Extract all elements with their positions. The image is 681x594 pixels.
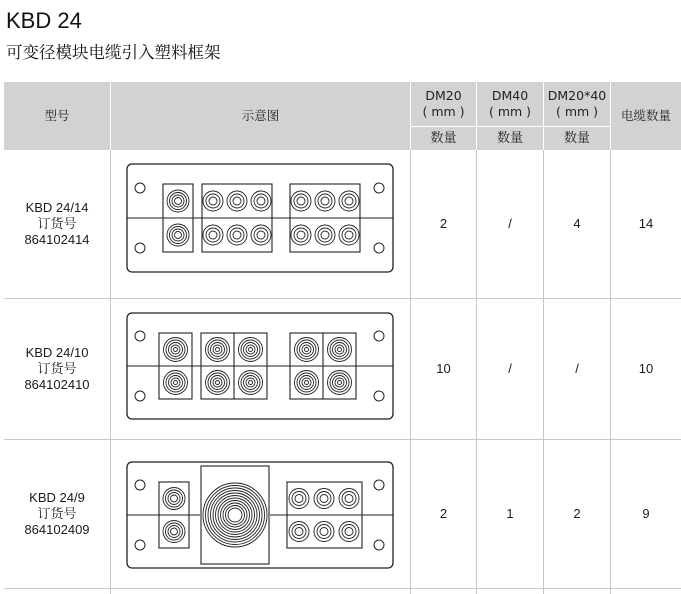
row2-order-no: 864102410 [24, 377, 90, 392]
page-subtitle: 可变径模块电缆引入塑料框架 [6, 43, 221, 62]
header-dm20-unit: ( mm ) [422, 104, 465, 119]
mount-hole [135, 243, 145, 253]
header-cable-count: 电缆数量 [620, 108, 671, 123]
mount-hole [374, 391, 384, 401]
header-dm40-unit: ( mm ) [488, 104, 532, 119]
mount-hole [135, 480, 145, 490]
row3-dm20: 2 [439, 506, 448, 521]
row2-dm40: / [508, 361, 512, 376]
mount-hole [135, 391, 145, 401]
row3-dm2040: 2 [573, 506, 581, 521]
page-title: KBD 24 [6, 8, 82, 33]
mount-hole [374, 540, 384, 550]
row2-order-label: 订货号 [37, 361, 77, 376]
row1-order-label: 订货号 [37, 216, 77, 231]
module-block [201, 466, 269, 564]
row2-dm20: 10 [436, 361, 451, 376]
header-dm2040-label: DM20*40 [547, 88, 607, 103]
header-dm2040-unit: ( mm ) [555, 104, 599, 119]
mount-hole [374, 243, 384, 253]
row1-cables: 14 [638, 216, 654, 231]
mount-hole [374, 331, 384, 341]
row-line [4, 588, 681, 589]
row3-dm40: 1 [506, 506, 514, 521]
row1-frame-diagram [126, 163, 394, 273]
row1-order-no: 864102414 [24, 232, 90, 247]
mount-hole [135, 183, 145, 193]
row2-model-cell [4, 299, 110, 439]
header-model: 型号 [44, 108, 70, 123]
row1-dm20: 2 [439, 216, 448, 231]
header-diagram: 示意图 [241, 108, 280, 123]
row3-frame-diagram [126, 461, 394, 569]
row1-dm2040: 4 [573, 216, 581, 231]
header-dm40 [477, 84, 543, 124]
row3-order-label: 订货号 [37, 506, 77, 521]
row2-cables: 10 [638, 361, 654, 376]
mount-hole [374, 183, 384, 193]
row1-model-cell [4, 150, 110, 298]
row2-dm2040: / [575, 361, 579, 376]
column-line [110, 150, 111, 594]
row3-model-cell [4, 440, 110, 588]
mount-hole [135, 331, 145, 341]
header-dm20 [411, 84, 476, 124]
row2-frame-diagram [126, 312, 394, 420]
header-dm20-qty: 数量 [430, 130, 457, 146]
row1-model: KBD 24/14 [25, 200, 89, 215]
header-dm2040 [544, 84, 610, 124]
row3-model: KBD 24/9 [29, 490, 85, 505]
row2-model: KBD 24/10 [25, 345, 89, 360]
header-dm40-qty: 数量 [496, 130, 523, 146]
row1-dm40: / [508, 216, 512, 231]
product-table [0, 82, 681, 594]
row3-cables: 9 [642, 506, 650, 521]
mount-hole [135, 540, 145, 550]
header-dm2040-qty: 数量 [563, 130, 590, 146]
header-dm20-label: DM20 [425, 88, 462, 103]
row3-order-no: 864102409 [24, 522, 90, 537]
header-dm40-label: DM40 [491, 88, 529, 103]
mount-hole [374, 480, 384, 490]
